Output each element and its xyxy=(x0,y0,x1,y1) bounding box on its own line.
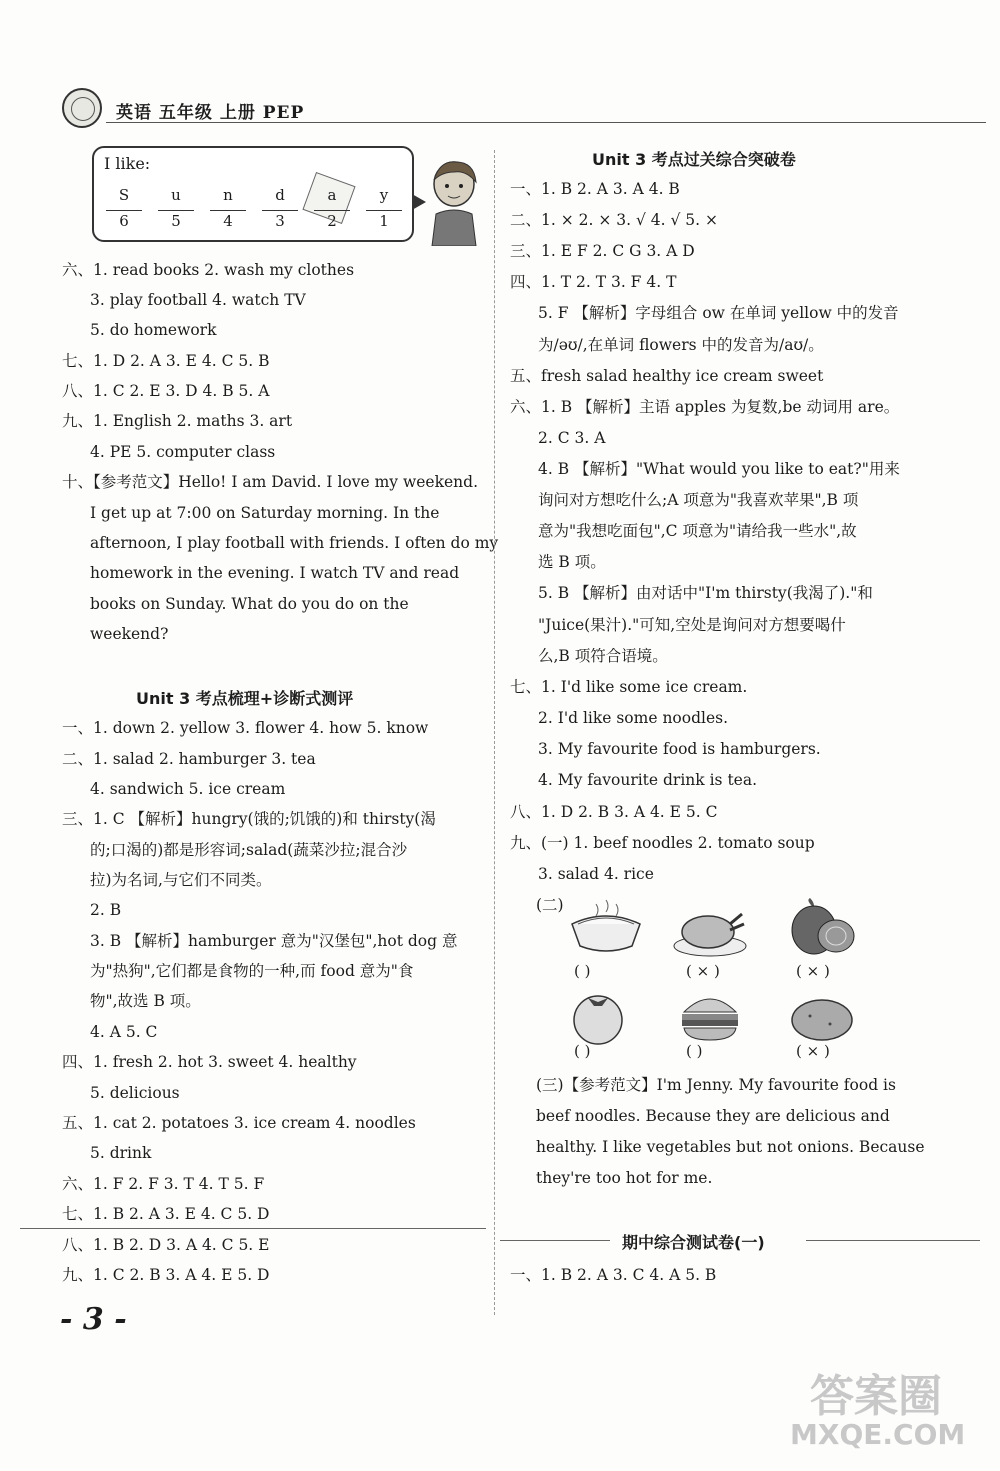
answer-line: healthy. I like vegetables but not onions. Because xyxy=(536,1138,925,1156)
answer-line: 5. delicious xyxy=(90,1084,180,1102)
answer-line: 5. F 【解析】字母组合 ow 在单词 yellow 中的发音 xyxy=(538,304,899,322)
puzzle-letter: a xyxy=(314,186,350,204)
boy-illustration-icon xyxy=(426,156,482,246)
answer-line: 六、1. F 2. F 3. T 4. T 5. F xyxy=(62,1175,265,1193)
answer-line: 一、1. B 2. A 3. A 4. B xyxy=(510,180,680,198)
answer-line: 一、1. down 2. yellow 3. flower 4. how 5. know xyxy=(62,719,429,737)
answer-line: 为"热狗",它们都是食物的一种,而 food 意为"食 xyxy=(90,962,414,980)
section-rule-left xyxy=(500,1240,610,1241)
answer-line: 4. sandwich 5. ice cream xyxy=(90,780,286,798)
answer-line: 5. do homework xyxy=(90,321,217,339)
answer-line: books on Sunday. What do you do on the xyxy=(90,595,409,613)
answer-line: 3. B 【解析】hamburger 意为"汉堡包",hot dog 意 xyxy=(90,932,458,950)
section-title: Unit 3 考点梳理+诊断式测评 xyxy=(136,689,354,708)
answer-paren: ( ) xyxy=(574,1042,591,1060)
answer-line: 3. My favourite food is hamburgers. xyxy=(538,740,821,758)
answer-line: 4. PE 5. computer class xyxy=(90,443,276,461)
answer-paren: ( ) xyxy=(574,962,591,980)
answer-line: 九、1. English 2. maths 3. art xyxy=(62,412,293,430)
section-rule-right xyxy=(806,1240,980,1241)
answer-line: 意为"我想吃面包",C 项意为"请给我一些水",故 xyxy=(538,522,857,540)
puzzle-number: 2 xyxy=(327,212,337,230)
puzzle-number: 3 xyxy=(275,212,285,230)
answer-line: 3. salad 4. rice xyxy=(538,865,654,883)
puzzle-number: 4 xyxy=(223,212,233,230)
answer-line: 物",故选 B 项。 xyxy=(90,992,201,1010)
hamburger-icon xyxy=(674,986,754,1046)
puzzle-letter: y xyxy=(366,186,402,204)
puzzle-number: 1 xyxy=(379,212,389,230)
answer-line: 九、1. C 2. B 3. A 4. E 5. D xyxy=(62,1266,270,1284)
puzzle-lead: I like: xyxy=(104,154,151,173)
header-rule xyxy=(106,122,986,123)
answer-line: 二、1. × 2. × 3. √ 4. √ 5. × xyxy=(510,211,719,229)
answer-line: 三、1. C 【解析】hungry(饿的;饥饿的)和 thirsty(渴 xyxy=(62,810,436,828)
section-title: Unit 3 考点过关综合突破卷 xyxy=(592,150,796,169)
section-title: 期中综合测试卷(一) xyxy=(622,1233,765,1252)
puzzle-letter: u xyxy=(158,186,194,204)
answer-line: (二) xyxy=(536,896,564,914)
answer-line: 拉)为名词,与它们不同类。 xyxy=(90,871,272,889)
page-header xyxy=(62,88,962,130)
answer-line: 三、1. E F 2. C G 3. A D xyxy=(510,242,695,260)
watermark-text: 答案圈 xyxy=(810,1371,942,1422)
answer-line: 为/əʊ/,在单词 flowers 中的发音为/aʊ/。 xyxy=(538,336,824,354)
answer-line: 2. I'd like some noodles. xyxy=(538,709,729,727)
bottom-rule-left xyxy=(20,1228,486,1229)
puzzle-letter: d xyxy=(262,186,298,204)
watermark-url: MXQE.COM xyxy=(790,1418,966,1451)
answer-line: (三)【参考范文】I'm Jenny. My favourite food is xyxy=(536,1076,896,1094)
tomato-icon xyxy=(566,986,646,1046)
answer-line: 二、1. salad 2. hamburger 3. tea xyxy=(62,750,316,768)
answer-paren: ( × ) xyxy=(796,962,830,980)
answer-line: I get up at 7:00 on Saturday morning. In the xyxy=(90,504,440,522)
answer-line: 四、1. fresh 2. hot 3. sweet 4. healthy xyxy=(62,1053,357,1071)
answer-line: 选 B 项。 xyxy=(538,553,606,571)
answer-line: 5. drink xyxy=(90,1144,152,1162)
answer-line: 七、1. D 2. A 3. E 4. C 5. B xyxy=(62,352,270,370)
answer-line: "Juice(果汁)."可知,空处是询问对方想要喝什 xyxy=(538,616,846,634)
puzzle-letter: S xyxy=(106,186,142,204)
answer-line: 4. B 【解析】"What would you like to eat?"用来 xyxy=(538,460,900,478)
answer-line: 5. B 【解析】由对话中"I'm thirsty(我渴了)."和 xyxy=(538,584,873,602)
answer-line: afternoon, I play football with friends. I often do my xyxy=(90,534,499,552)
answer-paren: ( × ) xyxy=(796,1042,830,1060)
answer-line: 十、【参考范文】Hello! I am David. I love my weekend. xyxy=(62,473,479,491)
answer-line: 一、1. B 2. A 3. C 4. A 5. B xyxy=(510,1266,717,1284)
answer-line: 八、1. B 2. D 3. A 4. C 5. E xyxy=(62,1236,270,1254)
answer-line: 4. My favourite drink is tea. xyxy=(538,771,758,789)
answer-line: 五、1. cat 2. potatoes 3. ice cream 4. noodles xyxy=(62,1114,416,1132)
answer-line: beef noodles. Because they are delicious and xyxy=(536,1107,890,1125)
answer-line: 4. A 5. C xyxy=(90,1023,158,1041)
rice-bowl-icon xyxy=(566,898,646,958)
roast-chicken-icon xyxy=(670,900,750,960)
answer-line: 九、(一) 1. beef noodles 2. tomato soup xyxy=(510,834,815,852)
answer-line: 八、1. C 2. E 3. D 4. B 5. A xyxy=(62,382,270,400)
answer-paren: ( × ) xyxy=(686,962,720,980)
answer-line: 七、1. I'd like some ice cream. xyxy=(510,678,748,696)
answer-line: weekend? xyxy=(90,625,169,643)
answer-line: 四、1. T 2. T 3. F 4. T xyxy=(510,273,677,291)
page-number: - 3 - xyxy=(60,1302,127,1337)
header-title: 英语 五年级 上册 PEP xyxy=(116,103,305,123)
answer-line: 五、fresh salad healthy ice cream sweet xyxy=(510,367,824,385)
answer-line: 2. B xyxy=(90,901,122,919)
publisher-logo-icon xyxy=(62,88,102,128)
answer-line: 七、1. B 2. A 3. E 4. C 5. D xyxy=(62,1205,270,1223)
answer-paren: ( ) xyxy=(686,1042,703,1060)
answer-line: 询问对方想吃什么;A 项意为"我喜欢苹果",B 项 xyxy=(538,491,859,509)
answer-line: homework in the evening. I watch TV and read xyxy=(90,564,460,582)
puzzle-number: 6 xyxy=(119,212,129,230)
answer-line: 的;口渴的)都是形容词;salad(蔬菜沙拉;混合沙 xyxy=(90,841,408,859)
answer-line: 六、1. read books 2. wash my clothes xyxy=(62,261,355,279)
answer-line: 2. C 3. A xyxy=(538,429,606,447)
onion-icon xyxy=(784,898,864,958)
puzzle-number: 5 xyxy=(171,212,181,230)
answer-line: they're too hot for me. xyxy=(536,1169,713,1187)
answer-line: 六、1. B 【解析】主语 apples 为复数,be 动词用 are。 xyxy=(510,398,900,416)
answer-line: 八、1. D 2. B 3. A 4. E 5. C xyxy=(510,803,718,821)
puzzle-letter: n xyxy=(210,186,246,204)
answer-line: 么,B 项符合语境。 xyxy=(538,647,668,665)
answer-line: 3. play football 4. watch TV xyxy=(90,291,306,309)
column-divider xyxy=(494,150,495,1315)
puzzle-speech-bubble xyxy=(92,146,414,242)
